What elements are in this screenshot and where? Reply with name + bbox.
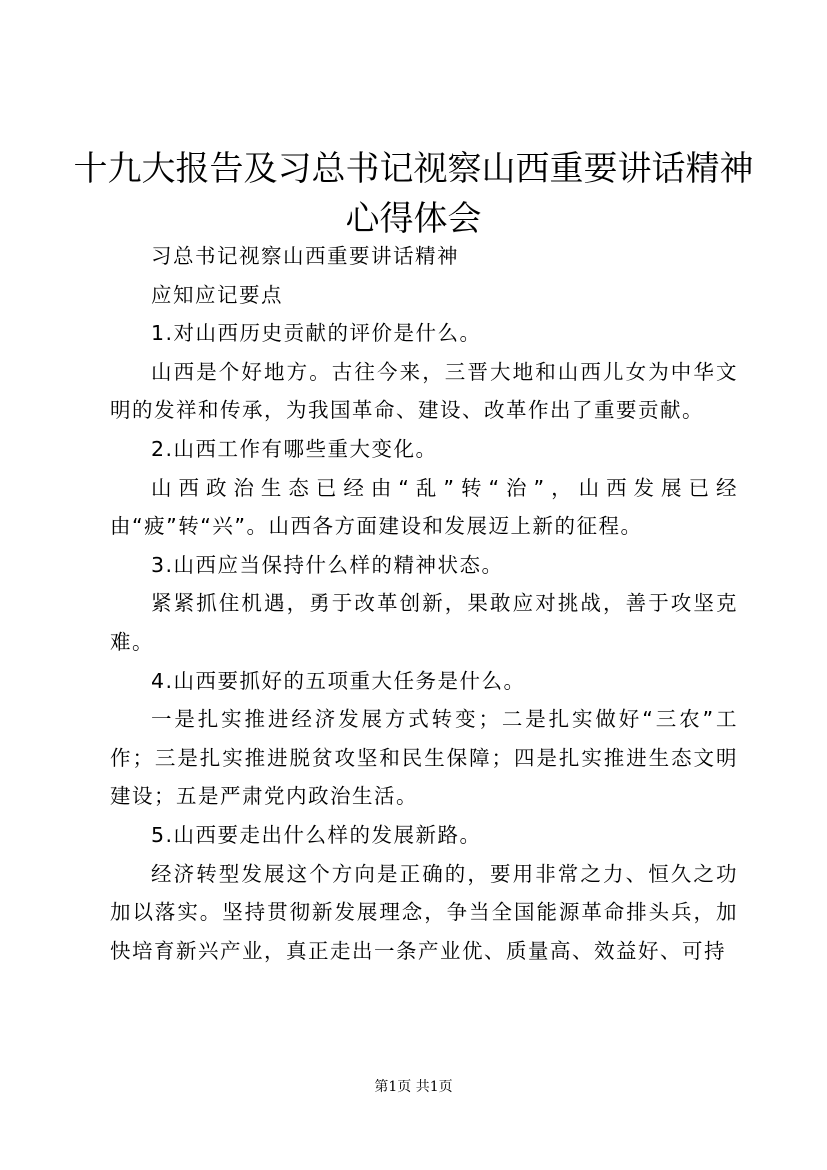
- paragraph-subtitle: 习总书记视察山西重要讲话精神: [151, 244, 459, 268]
- title-line-2: 心得体会: [345, 199, 482, 239]
- question-2: 2.山西工作有哪些重大变化。: [151, 436, 438, 461]
- question-1: 1.对山西历史贡献的评价是什么。: [151, 321, 482, 346]
- paragraph-key-points: 应知应记要点: [151, 282, 283, 307]
- answer-5: 经济转型发展这个方向是正确的，要用非常之力、恒久之功加以落实。坚持贯彻新发展理念，争当全国能源革命排头兵，加快培育新兴产业，真正走出一条产业优、质量高、效益好、可持: [110, 861, 738, 963]
- page-footer: [0, 1077, 827, 1097]
- answer-3: 紧紧抓住机遇，勇于改革创新，果敢应对挑战，善于攻坚克难。: [110, 591, 738, 654]
- answer-2: 山西政治生态已经由“乱”转“治”，山西发展已经由“疲”转“兴”。山西各方面建设和发展迈上新的征程。: [110, 475, 738, 539]
- answer-1: 山西是个好地方。古往今来，三晋大地和山西儿女为中华文明的发祥和传承，为我国革命、建设、改革作出了重要贡献。: [110, 359, 738, 423]
- question-3: 3.山西应当保持什么样的精神状态。: [151, 552, 504, 577]
- page-number: 第1页: [374, 1079, 412, 1095]
- answer-4: 一是扎实推进经济发展方式转变；二是扎实做好“三农”工作；三是扎实推进脱贫攻坚和民生保障；四是扎实推进生态文明建设；五是严肃党内政治生活。: [110, 707, 738, 809]
- question-4: 4.山西要抓好的五项重大任务是什么。: [151, 668, 526, 693]
- page-count: 共1页: [415, 1079, 453, 1095]
- document-body: [110, 237, 738, 970]
- question-5: 5.山西要走出什么样的发展新路。: [151, 822, 482, 847]
- title-line-1: 十九大报告及习总书记视察山西重要讲话精神: [73, 149, 754, 189]
- document-title: [60, 144, 767, 244]
